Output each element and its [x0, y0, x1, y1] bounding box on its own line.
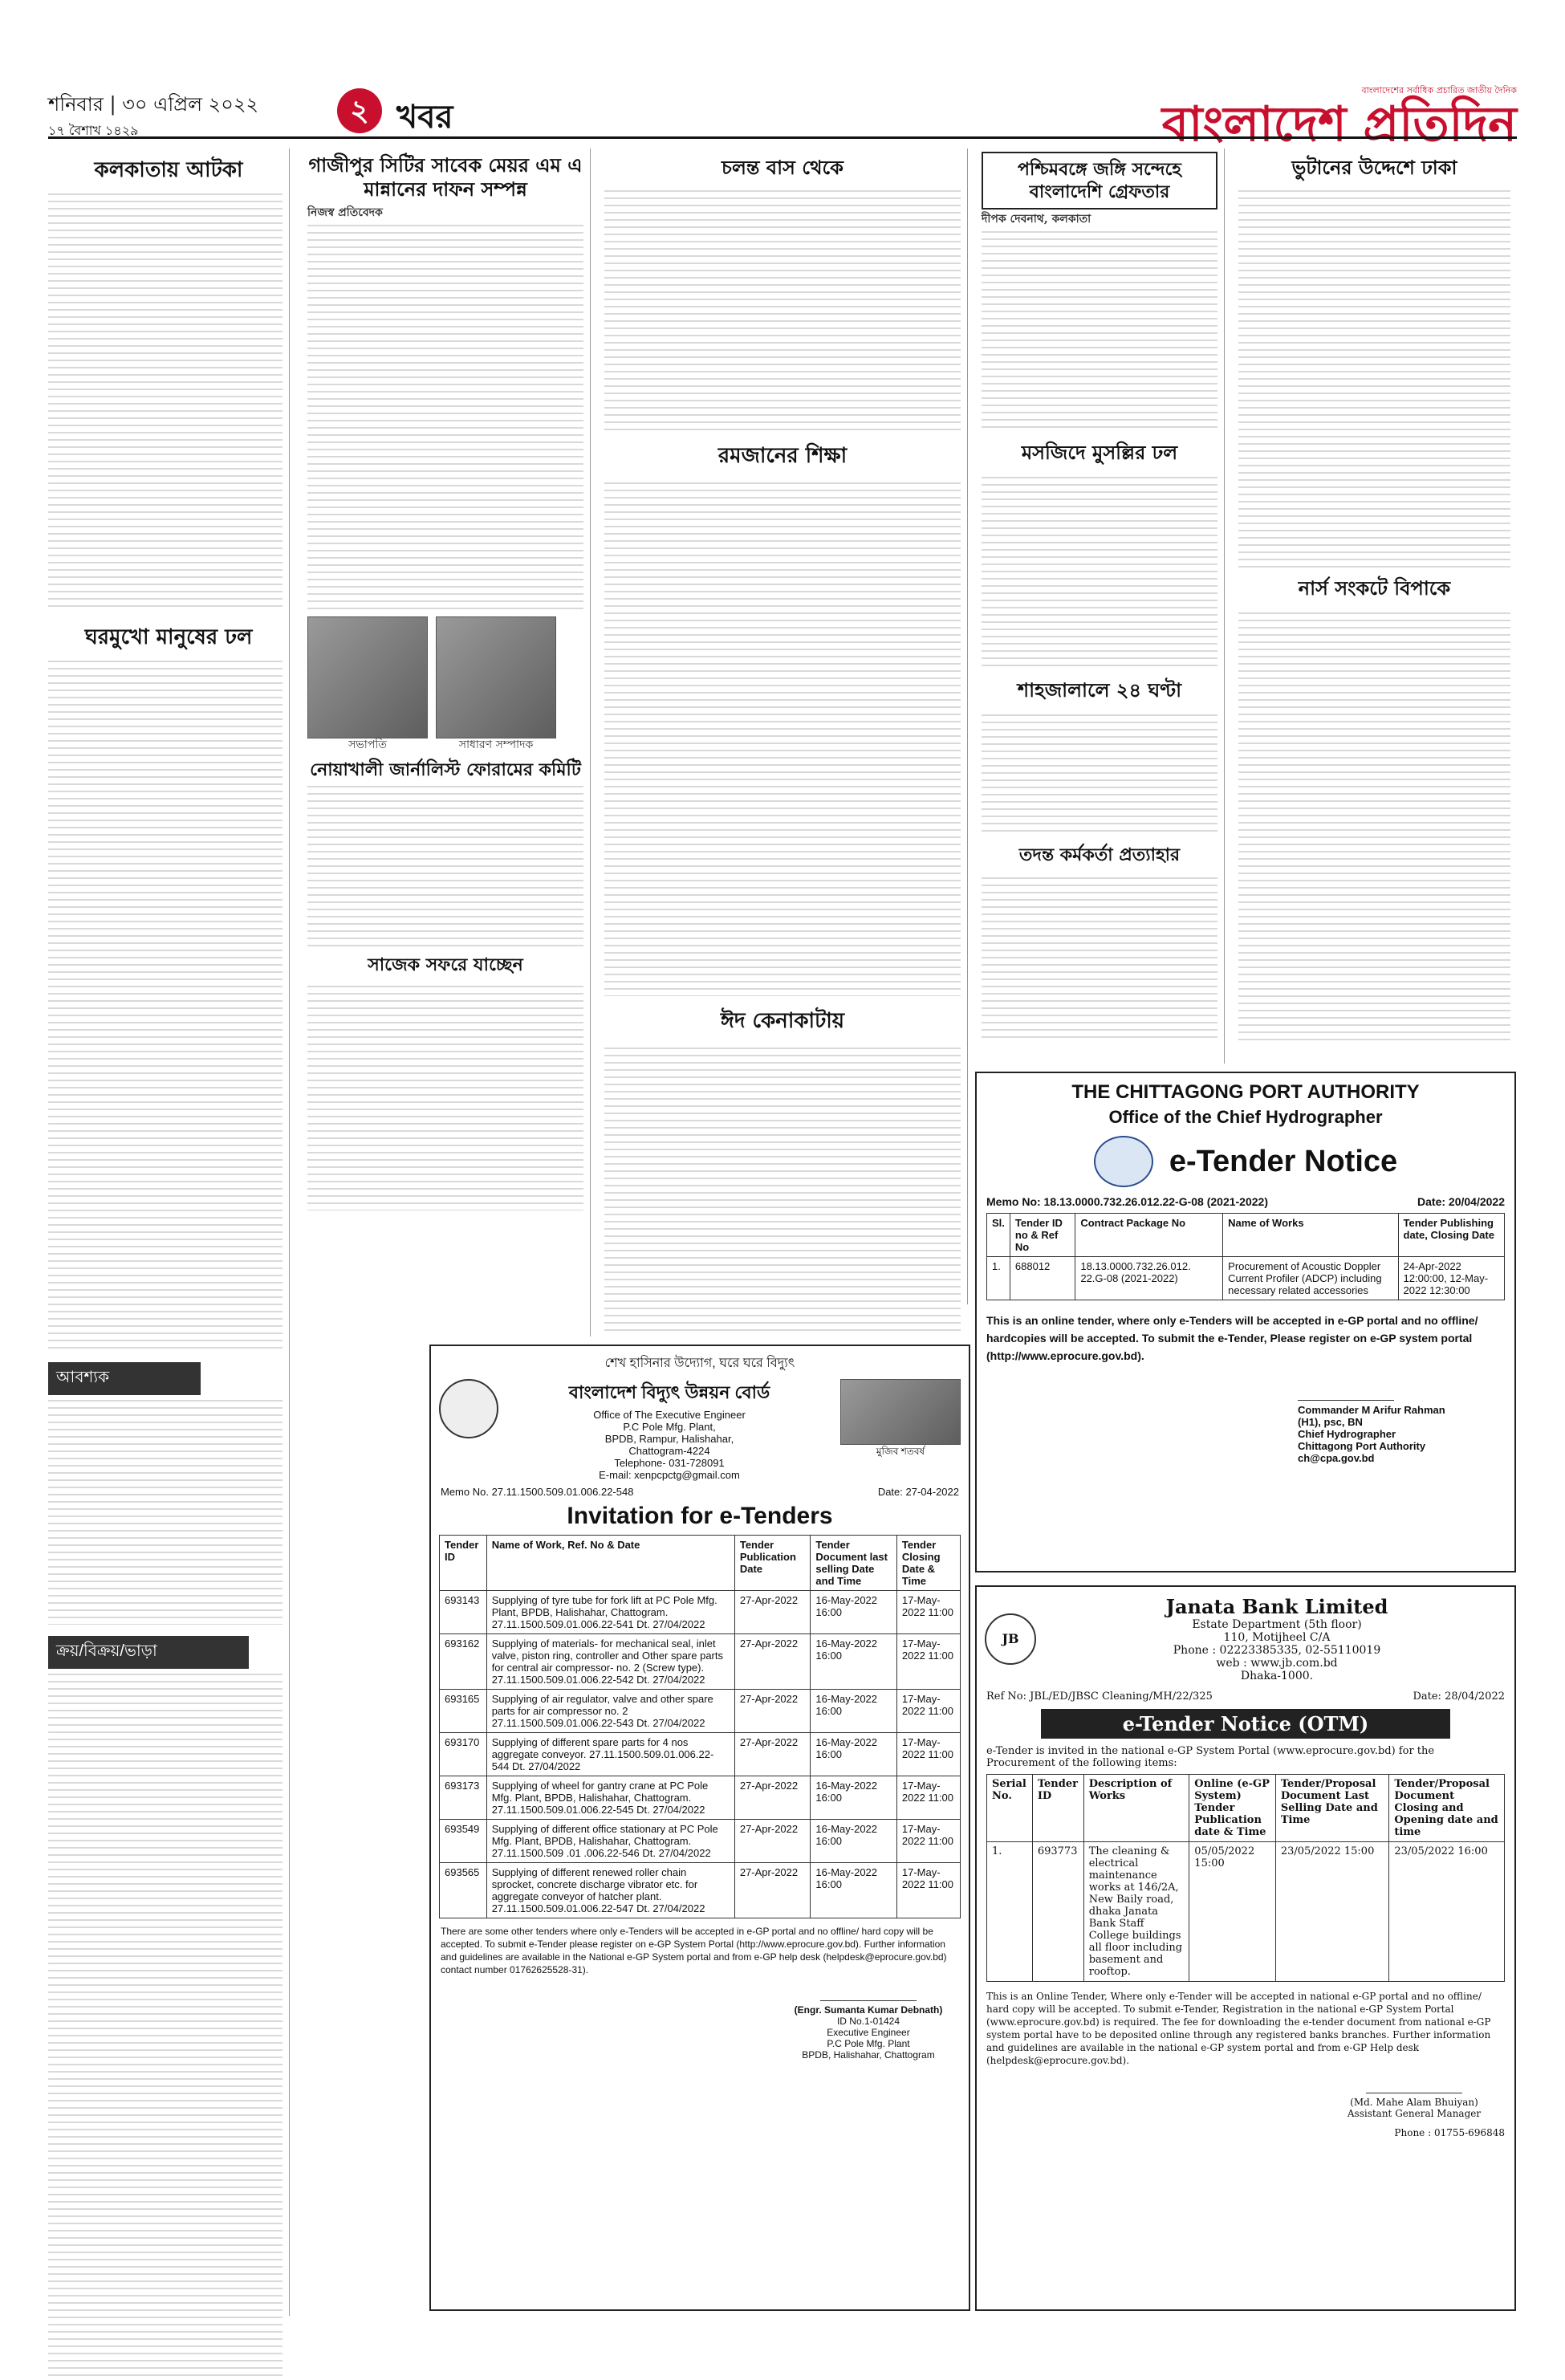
article-body	[604, 1048, 961, 1336]
signatory-id: ID No.1-01424	[836, 2016, 900, 2027]
tender-title: Invitation for e-Tenders	[567, 1503, 833, 1529]
tender-date: Date: 20/04/2022	[1417, 1195, 1505, 1208]
article-body	[982, 231, 1217, 432]
paper-logo	[1161, 83, 1517, 153]
article-headline: কলকাতায় আটকা	[94, 158, 243, 182]
mujib-logo-label: মুজিব শতবর্ষ	[876, 1446, 925, 1457]
tender-address-line: P.C Pole Mfg. Plant,	[623, 1421, 716, 1433]
signatory-address: BPDB, Halishahar, Chattogram	[802, 2049, 935, 2061]
tender-table	[986, 1774, 1505, 1982]
tender-intro: e-Tender is invited in the national e-GP System Portal (www.eprocure.gov.bd) for the Procurement of the following items:	[986, 1745, 1435, 1769]
table-cell: 16-May-2022 16:00	[811, 1820, 896, 1863]
article-body	[982, 877, 1217, 1038]
table-cell: 23/05/2022 15:00	[1275, 1842, 1389, 1982]
table-cell: 16-May-2022 16:00	[811, 1863, 896, 1918]
signatory-rank: (H1), psc, BN	[1298, 1416, 1363, 1428]
article-body	[982, 714, 1217, 835]
article-headline: ঘরমুখো মানুষের ঢল	[84, 625, 253, 649]
tender-title-row	[977, 1136, 1514, 1187]
table-cell: 18.13.0000.732.26.012. 22.G-08 (2021-2022)	[1075, 1257, 1223, 1300]
headline-box	[982, 152, 1217, 210]
tender-table-wrap	[986, 1774, 1505, 1982]
table-header-cell: Sl.	[987, 1214, 1010, 1257]
tender-office: Office of The Executive Engineer	[593, 1409, 746, 1421]
table-cell: 16-May-2022 16:00	[811, 1591, 896, 1634]
table-cell: Supplying of tyre tube for fork lift at PC Pole Mfg. Plant, BPDB, Halishahar, Chattogram. 27.11.1500.509.01.006.22-541 Dt. 27/04/2022	[486, 1591, 734, 1634]
table-cell: Procurement of Acoustic Doppler Current Profiler (ADCP) including necessary related accessories	[1223, 1257, 1398, 1300]
table-header-cell: Tender/Proposal Document Closing and Opening date and time	[1389, 1775, 1505, 1842]
column-4	[975, 148, 1225, 1064]
signatory-title: Assistant General Manager	[1347, 2108, 1482, 2119]
table-cell: 693143	[440, 1591, 487, 1634]
table-cell: 27-Apr-2022	[734, 1591, 811, 1634]
table-cell: 27-Apr-2022	[734, 1690, 811, 1733]
tender-signature	[1298, 1376, 1514, 1464]
article-body	[1238, 190, 1510, 568]
table-cell: 693165	[440, 1690, 487, 1733]
photo-row	[307, 616, 583, 752]
tender-ref: Ref No: JBL/ED/JBSC Cleaning/MH/22/325	[986, 1690, 1213, 1703]
page-number-badge: ২	[337, 88, 382, 133]
table-cell: 693565	[440, 1863, 487, 1918]
table-header-cell: Tender ID	[1032, 1775, 1083, 1842]
table-header-cell: Tender Document last selling Date and Time	[811, 1536, 896, 1591]
table-cell: 16-May-2022 16:00	[811, 1776, 896, 1820]
tender-meta	[986, 1690, 1505, 1703]
paper-tagline: বাংলাদেশের সর্বাধিক প্রচারিত জাতীয় দৈনিক	[1361, 85, 1517, 96]
article-headline: নার্স সংকটে বিপাকে	[1298, 576, 1451, 600]
table-cell: 1.	[987, 1842, 1033, 1982]
photo-caption: সভাপতি	[348, 738, 387, 751]
tender-address-line: BPDB, Rampur, Halishahar,	[604, 1433, 734, 1445]
tender-meta	[986, 1195, 1505, 1208]
tender-address	[506, 1379, 832, 1481]
article-headline: রমজানের শিক্ষা	[717, 444, 848, 468]
table-row	[440, 1591, 961, 1634]
tender-table	[439, 1535, 961, 1918]
table-cell: The cleaning & electrical maintenance works at 146/2A, New Baily road, dhaka Janata Bank Staff College buildings all floor including basement and rooftop.	[1083, 1842, 1189, 1982]
tender-meta	[441, 1486, 959, 1498]
article-headline: গাজীপুর সিটির সাবেক মেয়র এম এ মান্নানের দাফন সম্পন্ন	[308, 153, 583, 201]
signature-mark	[1366, 2075, 1462, 2093]
tender-org: Janata Bank Limited	[1165, 1595, 1388, 1618]
tender-date: Date: 27-04-2022	[877, 1486, 959, 1498]
table-cell: Supplying of materials- for mechanical seal, inlet valve, piston ring, controller and Other spare parts for central air compressor- no. 2 (Screw type). 27.11.1500.509.01.006.22-542 Dt. 27/04/2022	[486, 1634, 734, 1690]
signatory-name: (Engr. Sumanta Kumar Debnath)	[794, 2004, 943, 2016]
tender-note: This is an online tender, where only e-Tenders will be accepted in e-GP portal and no offline/ hardcopies will be accepted. To submit the e-Tender, Please register on e-GP system portal (http://www.eprocure.gov.bd).	[986, 1314, 1478, 1362]
signatory-title: Chief Hydrographer	[1298, 1428, 1396, 1440]
article-body	[307, 225, 583, 610]
section-title: খবর	[396, 98, 453, 136]
cpa-logo-icon	[1094, 1136, 1153, 1187]
table-cell: 693549	[440, 1820, 487, 1863]
article-body	[604, 190, 961, 431]
table-row	[440, 1776, 961, 1820]
table-cell: 1.	[987, 1257, 1010, 1300]
tender-address-line: Chattogram-4224	[628, 1445, 710, 1457]
table-cell: 17-May-2022 11:00	[896, 1690, 960, 1733]
tender-phone: Phone : 02223385335, 02-55110019	[1173, 1644, 1381, 1657]
article-headline: পশ্চিমবঙ্গে জঙ্গি সন্দেহে বাংলাদেশি গ্রেফতার	[1018, 159, 1181, 202]
tender-header-row	[985, 1595, 1506, 1682]
portrait-photo	[307, 616, 428, 738]
table-cell: Supplying of wheel for gantry crane at PC Pole Mfg. Plant, BPDB, Halishahar, Chattogram. 27.11.1500.509.01.006.22-545 Dt. 27/04/2022	[486, 1776, 734, 1820]
tender-office: Office of the Chief Hydrographer	[1108, 1107, 1383, 1127]
tender-org: THE CHITTAGONG PORT AUTHORITY	[1071, 1081, 1420, 1103]
mujib-portrait	[840, 1379, 961, 1445]
janata-logo-icon: JB	[985, 1613, 1036, 1665]
bpdb-tender-notice	[429, 1345, 970, 2311]
table-cell: 17-May-2022 11:00	[896, 1863, 960, 1918]
table-cell: Supplying of air regulator, valve and other spare parts for air compressor no. 2 27.11.1500.509.01.006.22-543 Dt. 27/04/2022	[486, 1690, 734, 1733]
signatory-name: Commander M Arifur Rahman	[1298, 1404, 1445, 1416]
classified-body	[48, 1674, 283, 2380]
tender-table	[986, 1213, 1505, 1300]
table-cell: 16-May-2022 16:00	[811, 1733, 896, 1776]
tender-address-line: Estate Department (5th floor)	[1192, 1618, 1362, 1631]
portrait-photo	[436, 616, 556, 738]
table-header-cell: Tender Closing Date & Time	[896, 1536, 960, 1591]
signatory-title: Executive Engineer	[827, 2027, 910, 2038]
signatory-office: P.C Pole Mfg. Plant	[827, 2038, 910, 2049]
masthead	[48, 85, 1517, 153]
column-1	[48, 148, 290, 2316]
table-row	[440, 1634, 961, 1690]
tender-table-wrap	[986, 1213, 1505, 1300]
table-cell: 17-May-2022 11:00	[896, 1634, 960, 1690]
tender-slogan: শেখ হাসিনার উদ্যোগ, ঘরে ঘরে বিদ্যুৎ	[604, 1357, 795, 1370]
article-headline: মসজিদে মুসল্লির ঢল	[1021, 441, 1178, 464]
tender-date: Date: 28/04/2022	[1413, 1690, 1505, 1703]
classified-body	[48, 1400, 283, 1625]
table-cell: 693173	[440, 1776, 487, 1820]
column-2	[301, 148, 591, 1336]
column-3	[598, 148, 968, 1304]
article-body	[307, 786, 583, 946]
article-body	[982, 477, 1217, 669]
table-cell: 693773	[1032, 1842, 1083, 1982]
signatory-org: Chittagong Port Authority	[1298, 1440, 1426, 1452]
table-cell: 693170	[440, 1733, 487, 1776]
table-header-cell: Description of Works	[1083, 1775, 1189, 1842]
tender-memo: Memo No: 18.13.0000.732.26.012.22-G-08 (2021-2022)	[986, 1195, 1268, 1208]
tender-signature	[768, 1983, 969, 2061]
mujib-year-logo	[840, 1379, 961, 1461]
table-cell: Supplying of different spare parts for 4 nos aggregate conveyor. 27.11.1500.509.01.006.22-544 Dt. 27/04/2022	[486, 1733, 734, 1776]
table-cell: 17-May-2022 11:00	[896, 1733, 960, 1776]
table-row	[440, 1863, 961, 1918]
table-cell: 688012	[1010, 1257, 1075, 1300]
signature-mark	[1298, 1376, 1394, 1401]
table-header-cell: Tender/Proposal Document Last Selling Date and Time	[1275, 1775, 1389, 1842]
bangla-date: ১৭ বৈশাখ ১৪২৯	[48, 123, 139, 138]
column-5	[1232, 148, 1517, 1064]
table-cell: 27-Apr-2022	[734, 1634, 811, 1690]
signatory-name: (Md. Mahe Alam Bhuiyan)	[1350, 2097, 1478, 2108]
article-headline: সাজেক সফরে যাচ্ছেন	[368, 954, 523, 975]
tender-title: e-Tender Notice	[1169, 1144, 1398, 1178]
table-header-cell: Online (e-GP System) Tender Publication date & Time	[1189, 1775, 1276, 1842]
table-cell: Supplying of different office stationary at PC Pole Mfg. Plant, BPDB, Halishahar, Chattogram. 27.11.1500.509 .01 .006.22-546 Dt. 27/04/2022	[486, 1820, 734, 1863]
tender-memo: Memo No. 27.11.1500.509.01.006.22-548	[441, 1486, 634, 1498]
tender-header-row	[439, 1379, 961, 1481]
table-row	[440, 1690, 961, 1733]
article-headline: শাহজালালে ২৪ ঘণ্টা	[1017, 678, 1182, 702]
cpa-tender-notice	[975, 1072, 1516, 1572]
tender-org: বাংলাদেশ বিদ্যুৎ উন্নয়ন বোর্ড	[568, 1382, 770, 1402]
table-header-cell: Tender ID no & Ref No	[1010, 1214, 1075, 1257]
table-header-cell: Contract Package No	[1075, 1214, 1223, 1257]
article-headline: নোয়াখালী জার্নালিস্ট ফোরামের কমিটি	[310, 759, 581, 780]
table-cell: 24-Apr-2022 12:00:00, 12-May-2022 12:30:00	[1398, 1257, 1504, 1300]
table-cell: 16-May-2022 16:00	[811, 1690, 896, 1733]
classified-header: আবশ্যক	[48, 1362, 201, 1395]
tender-web: web : www.jb.com.bd	[1216, 1657, 1338, 1670]
table-header-cell: Name of Works	[1223, 1214, 1398, 1257]
tender-phone: Telephone- 031-728091	[614, 1457, 725, 1469]
table-cell: 27-Apr-2022	[734, 1776, 811, 1820]
table-cell: 27-Apr-2022	[734, 1733, 811, 1776]
tender-address-line: 110, Motijheel C/A	[1223, 1631, 1331, 1644]
header-rule	[48, 136, 1517, 139]
article-body	[307, 986, 583, 1210]
photo-caption: সাধারণ সম্পাদক	[458, 738, 534, 751]
bpdb-logo-icon	[439, 1379, 498, 1438]
table-cell: 17-May-2022 11:00	[896, 1591, 960, 1634]
article-byline: নিজস্ব প্রতিবেদক	[307, 206, 383, 219]
tender-table-wrap	[439, 1535, 961, 1918]
paper-name: বাংলাদেশ প্রতিদিন	[1161, 96, 1517, 153]
table-cell: 17-May-2022 11:00	[896, 1820, 960, 1863]
table-header-cell: Tender Publishing date, Closing Date	[1398, 1214, 1504, 1257]
table-cell: 16-May-2022 16:00	[811, 1634, 896, 1690]
signatory-email: ch@cpa.gov.bd	[1298, 1452, 1375, 1464]
table-row	[987, 1842, 1505, 1982]
classified-header: ক্রয়/বিক্রয়/ভাড়া	[48, 1636, 249, 1669]
table-row	[440, 1820, 961, 1863]
article-body	[48, 661, 283, 1351]
tender-note: There are some other tenders where only e-Tenders will be accepted in e-GP portal and no offline/ hard copy will be accepted. To submit e-Tender please register on e-GP System Portal (http://www.eprocure.gov.bd). Further information and guidelines are available in the National e-GP System portal and from e-GP help desk (helpdesk@eprocure.gov.bd) contact number 01762625528-31).	[441, 1926, 947, 1975]
photo-block	[307, 616, 428, 752]
photo-block	[436, 616, 556, 752]
signature-mark	[820, 1983, 917, 2001]
tender-signature	[1314, 2075, 1514, 2119]
table-cell: 17-May-2022 11:00	[896, 1776, 960, 1820]
table-header-cell: Serial No.	[987, 1775, 1033, 1842]
tender-title: e-Tender Notice (OTM)	[1041, 1709, 1450, 1739]
table-cell: 27-Apr-2022	[734, 1863, 811, 1918]
table-header-cell: Tender ID	[440, 1536, 487, 1591]
article-headline: তদন্ত কর্মকর্তা প্রত্যাহার	[1018, 844, 1181, 865]
tender-phone-bottom: Phone : 01755-696848	[1394, 2127, 1505, 2138]
table-cell: 27-Apr-2022	[734, 1820, 811, 1863]
tender-note: This is an Online Tender, Where only e-Tender will be accepted in national e-GP portal and no offline/ hard copy will be accepted. To submit e-Tender, Registration in the national e-GP System Portal (www.eprocure.gov.bd) is required. The fee for downloading the e-tender document from national e-GP system portal have to be deposited online through any registered banks branches. Further information and guidelines are available in the national e-GP system portal and from e-GP Help desk (helpdesk@eprocure.gov.bd).	[986, 1991, 1491, 2066]
issue-date: শনিবার | ৩০ এপ্রিল ২০২২	[48, 93, 259, 116]
article-body	[48, 193, 283, 611]
table-header-cell: Name of Work, Ref. No & Date	[486, 1536, 734, 1591]
table-cell: Supplying of different renewed roller chain sprocket, concrete discharge vibrator etc. for aggregate conveyor of hatcher plant. 27.11.1500.509.01.006.22-547 Dt. 27/04/2022	[486, 1863, 734, 1918]
article-byline: দীপক দেবনাথ, কলকাতা	[982, 213, 1091, 226]
janata-tender-notice	[975, 1585, 1516, 2311]
tender-address	[1047, 1595, 1506, 1682]
article-headline: চলন্ত বাস থেকে	[722, 156, 843, 179]
article-headline: ঈদ কেনাকাটায়	[720, 1009, 845, 1033]
table-row	[440, 1733, 961, 1776]
article-body	[1238, 612, 1510, 1046]
tender-city: Dhaka-1000.	[1240, 1670, 1314, 1682]
table-cell: 23/05/2022 16:00	[1389, 1842, 1505, 1982]
table-header-cell: Tender Publication Date	[734, 1536, 811, 1591]
table-cell: 05/05/2022 15:00	[1189, 1842, 1276, 1982]
article-headline: ভুটানের উদ্দেশে ঢাকা	[1291, 156, 1457, 179]
article-body	[604, 482, 961, 996]
table-cell: 693162	[440, 1634, 487, 1690]
table-row	[987, 1257, 1505, 1300]
tender-email: E-mail: xenpcpctg@gmail.com	[599, 1469, 740, 1481]
